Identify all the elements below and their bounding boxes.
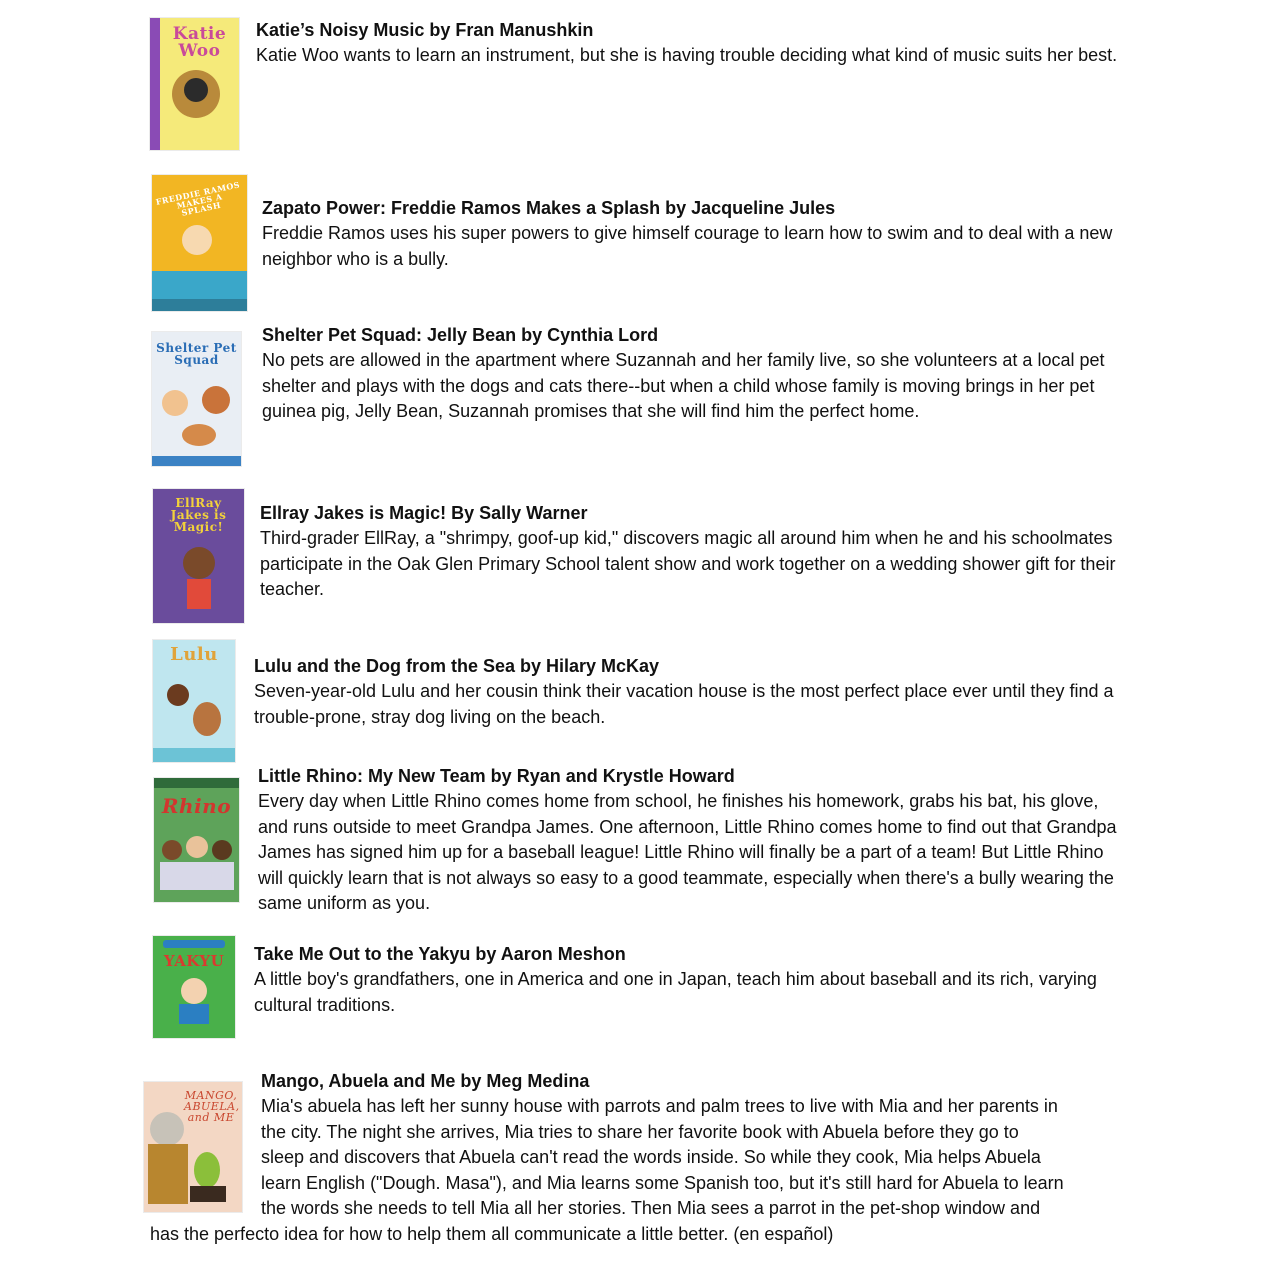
cover-title: YAKYU (163, 952, 225, 970)
book-entry-8 (261, 1069, 1141, 1221)
book-title: Take Me Out to the Yakyu by Aaron Meshon (254, 944, 626, 964)
book-cover-shelter-pet-squad (152, 332, 241, 466)
book-description: Katie Woo wants to learn an instrument, but she is having trouble deciding what kind of music suits her best. (256, 45, 1118, 66)
book-description: Freddie Ramos uses his super powers to give himself courage to learn how to swim and to deal with a new neighbor who is a bully. (262, 223, 1113, 269)
cover-title: MANGO, ABUELA, and ME (184, 1089, 240, 1124)
book-cover-zapato-power (152, 175, 247, 311)
book-cover-katies-noisy-music (150, 18, 239, 150)
book-entry-3 (262, 323, 1132, 425)
book-cover-take-me-out-to-the-yakyu (153, 936, 235, 1038)
book-title: Little Rhino: My New Team by Ryan and Krystle Howard (258, 766, 735, 786)
book-entry-5 (254, 654, 1124, 730)
book-title: Shelter Pet Squad: Jelly Bean by Cynthia Lord (262, 325, 659, 345)
book-title: Zapato Power: Freddie Ramos Makes a Splash by Jacqueline Jules (262, 198, 836, 218)
book-description-line: the words she needs to tell Mia all her stories. Then Mia sees a parrot in the pet-shop window and (261, 1198, 1041, 1219)
book-description: No pets are allowed in the apartment where Suzannah and her family live, so she volunteers at a local pet shelter and plays with the dogs and cats there--but when a child whose family is moving brings in her pet guinea pig, Jelly Bean, Suzannah promises that she will find him the perfect home. (262, 350, 1105, 422)
book-description: Third-grader EllRay, a "shrimpy, goof-up kid," discovers magic all around him when he and his schoolmates participate in the Oak Glen Primary School talent show and work together on a wedding shower gift for their teacher. (260, 528, 1116, 600)
book-description-line: the city. The night she arrives, Mia tries to share her favorite book with Abuela before they go to (261, 1121, 1019, 1142)
book-title: Mango, Abuela and Me by Meg Medina (261, 1071, 590, 1091)
cover-title: Shelter Pet Squad (156, 341, 237, 367)
cover-title: Lulu (170, 644, 218, 665)
book-cover-lulu-and-the-dog (153, 640, 235, 762)
cover-title: EllRay Jakes is Magic! (170, 496, 227, 534)
cover-title: Katie Woo (172, 24, 227, 61)
book-entry-2 (262, 196, 1132, 272)
cover-title: Rhino (161, 794, 232, 818)
book-description: Every day when Little Rhino comes home from school, he finishes his homework, grabs his bat, his glove, and runs outside to meet Grandpa James. One afternoon, Little Rhino comes home to find out that Grandpa James has signed him up for a baseball league! Little Rhino will finally be a part of a team! But Little Rhino will quickly learn that is not always so easy to a good teammate, especially when there's a bully wearing the same uniform as you. (258, 791, 1117, 914)
cover-title: FREDDIE RAMOS MAKES A SPLASH (154, 179, 241, 218)
book-entry-4 (260, 501, 1130, 603)
book-description: Seven-year-old Lulu and her cousin think their vacation house is the most perfect place ever until they find a trouble-prone, stray dog living on the beach. (254, 681, 1114, 727)
book-description-line: learn English ("Dough. Masa"), and Mia learns some Spanish too, but it's still hard for Abuela to learn (261, 1172, 1064, 1193)
book-title: Ellray Jakes is Magic! By Sally Warner (260, 503, 588, 523)
book-description-tail (150, 1222, 1140, 1247)
book-description-line: Mia's abuela has left her sunny house with parrots and palm trees to live with Mia and her parents in (261, 1096, 1058, 1117)
book-entry-6 (258, 764, 1128, 916)
book-entry-7 (254, 942, 1124, 1018)
book-cover-ellray-jakes (153, 489, 244, 623)
book-entry-1 (256, 18, 1126, 69)
book-description-line: sleep and discovers that Abuela can't read the words inside. So while they cook, Mia helps Abuela (261, 1147, 1041, 1168)
book-cover-mango-abuela-and-me (144, 1082, 242, 1212)
book-title: Katie’s Noisy Music by Fran Manushkin (256, 20, 594, 40)
book-description-line: has the perfecto idea for how to help them all communicate a little better. (en español) (150, 1224, 834, 1244)
book-cover-little-rhino (154, 778, 239, 902)
book-title: Lulu and the Dog from the Sea by Hilary McKay (254, 656, 660, 676)
book-description: A little boy's grandfathers, one in America and one in Japan, teach him about baseball and its rich, varying cultural traditions. (254, 969, 1097, 1015)
